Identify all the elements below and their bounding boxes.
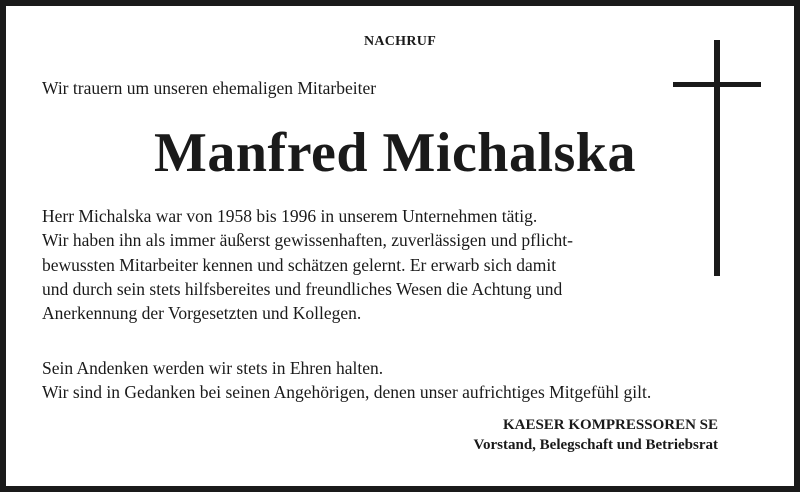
tribute-line: Wir haben ihn als immer äußerst gewissenhaften, zuverlässigen und pflicht- xyxy=(42,230,573,251)
tribute-line: Anerkennung der Vorgesetzten und Kollegen. xyxy=(42,303,362,324)
closing-line: Wir sind in Gedanken bei seinen Angehörigen, denen unser aufrichtiges Mitgefühl gilt. xyxy=(42,382,652,403)
closing-line: Sein Andenken werden wir stets in Ehren halten. xyxy=(42,358,384,378)
signatory-groups: Vorstand, Belegschaft und Betriebsrat xyxy=(473,437,718,453)
tribute-paragraph xyxy=(42,204,573,325)
deceased-name: Manfred Michalska xyxy=(154,122,636,184)
tribute-line: Herr Michalska war von 1958 bis 1996 in unserem Unternehmen tätig. xyxy=(42,206,538,226)
tribute-line: bewussten Mitarbeiter kennen und schätzen gelernt. Er erwarb sich damit xyxy=(42,254,557,275)
signature-block xyxy=(474,415,718,455)
cross-vertical-bar xyxy=(714,40,720,276)
notice-heading: NACHRUF xyxy=(363,34,437,49)
cross-horizontal-bar xyxy=(673,82,761,87)
tribute-line: und durch sein stets hilfsbereites und freundliches Wesen die Achtung und xyxy=(42,278,563,299)
cross-icon xyxy=(673,40,761,276)
closing-paragraph xyxy=(42,356,651,405)
company-name: KAESER KOMPRESSOREN SE xyxy=(502,417,718,433)
intro-text: Wir trauern um unseren ehemaligen Mitarbeiter xyxy=(42,78,377,98)
